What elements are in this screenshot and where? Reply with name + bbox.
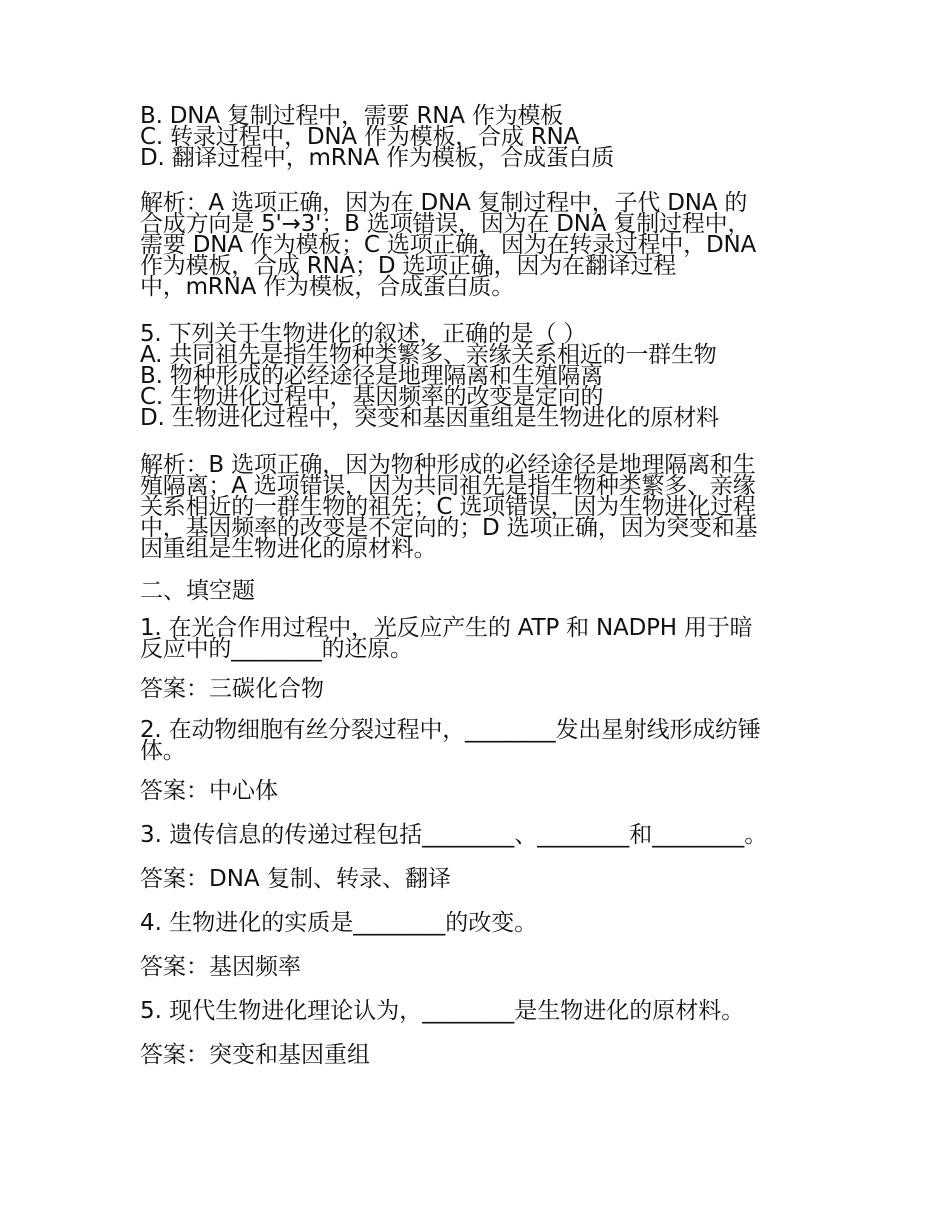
q5-option-c: C. 生物进化过程中，基因频率的改变是定向的 (140, 384, 604, 410)
fill-question-1 (140, 615, 812, 662)
question-line: 反应中的________的还原。 (140, 636, 413, 662)
answer-1: 答案：三碳化合物 (140, 676, 324, 702)
fill-question-3: 3. 遗传信息的传递过程包括________、________和________。 (140, 822, 768, 848)
question-line: 2. 在动物细胞有丝分裂过程中，________发出星射线形成纺锤 (140, 717, 761, 743)
q4-option-b: B. DNA 复制过程中，需要 RNA 作为模板 (140, 103, 564, 129)
answer-2: 答案：中心体 (140, 778, 278, 804)
q4-analysis-line: 中，mRNA 作为模板，合成蛋白质。 (140, 274, 515, 300)
fill-question-2 (140, 717, 812, 764)
q5-option-b: B. 物种形成的必经途径是地理隔离和生殖隔离 (140, 363, 604, 389)
q5-analysis-line: 关系相近的一群生物的祖先；C 选项错误，因为生物进化过程 (140, 494, 756, 520)
q5-analysis-line: 因重组是生物进化的原材料。 (140, 536, 437, 562)
q5-option-a: A. 共同祖先是指生物种类繁多、亲缘关系相近的一群生物 (140, 342, 717, 368)
q5-stem: 5. 下列关于生物进化的叙述，正确的是（ ） (140, 321, 587, 347)
q5-analysis (140, 452, 812, 562)
answer-3: 答案：DNA 复制、转录、翻译 (140, 866, 451, 892)
q4-option-c: C. 转录过程中，DNA 作为模板，合成 RNA (140, 124, 580, 150)
question-line: 体。 (140, 738, 186, 764)
q4-analysis-line: 解析：A 选项正确，因为在 DNA 复制过程中，子代 DNA 的 (140, 190, 748, 216)
q4-option-d: D. 翻译过程中，mRNA 作为模板，合成蛋白质 (140, 145, 615, 171)
q4-analysis-line: 合成方向是 5'→3'；B 选项错误，因为在 DNA 复制过程中， (140, 211, 751, 237)
q4-analysis-line: 作为模板，合成 RNA；D 选项正确，因为在翻译过程 (140, 253, 677, 279)
q5-block (140, 321, 812, 431)
section-heading: 二、填空题 (140, 578, 255, 604)
q4-options (140, 103, 812, 171)
q4-analysis-line: 需要 DNA 作为模板；C 选项正确，因为在转录过程中，DNA (140, 232, 757, 258)
fill-question-5: 5. 现代生物进化理论认为，________是生物进化的原材料。 (140, 998, 745, 1024)
answer-4: 答案：基因频率 (140, 954, 301, 980)
q5-analysis-line: 中，基因频率的改变是不定向的；D 选项正确，因为突变和基 (140, 515, 758, 541)
q5-analysis-line: 殖隔离；A 选项错误，因为共同祖先是指生物种类繁多、亲缘 (140, 473, 756, 499)
answer-5: 答案：突变和基因重组 (140, 1042, 370, 1068)
q4-analysis (140, 190, 812, 300)
document-page (140, 103, 812, 1070)
q5-option-d: D. 生物进化过程中，突变和基因重组是生物进化的原材料 (140, 405, 719, 431)
fill-question-4: 4. 生物进化的实质是________的改变。 (140, 910, 538, 936)
question-line: 1. 在光合作用过程中，光反应产生的 ATP 和 NADPH 用于暗 (140, 615, 753, 641)
q5-analysis-line: 解析：B 选项正确，因为物种形成的必经途径是地理隔离和生 (140, 452, 756, 478)
